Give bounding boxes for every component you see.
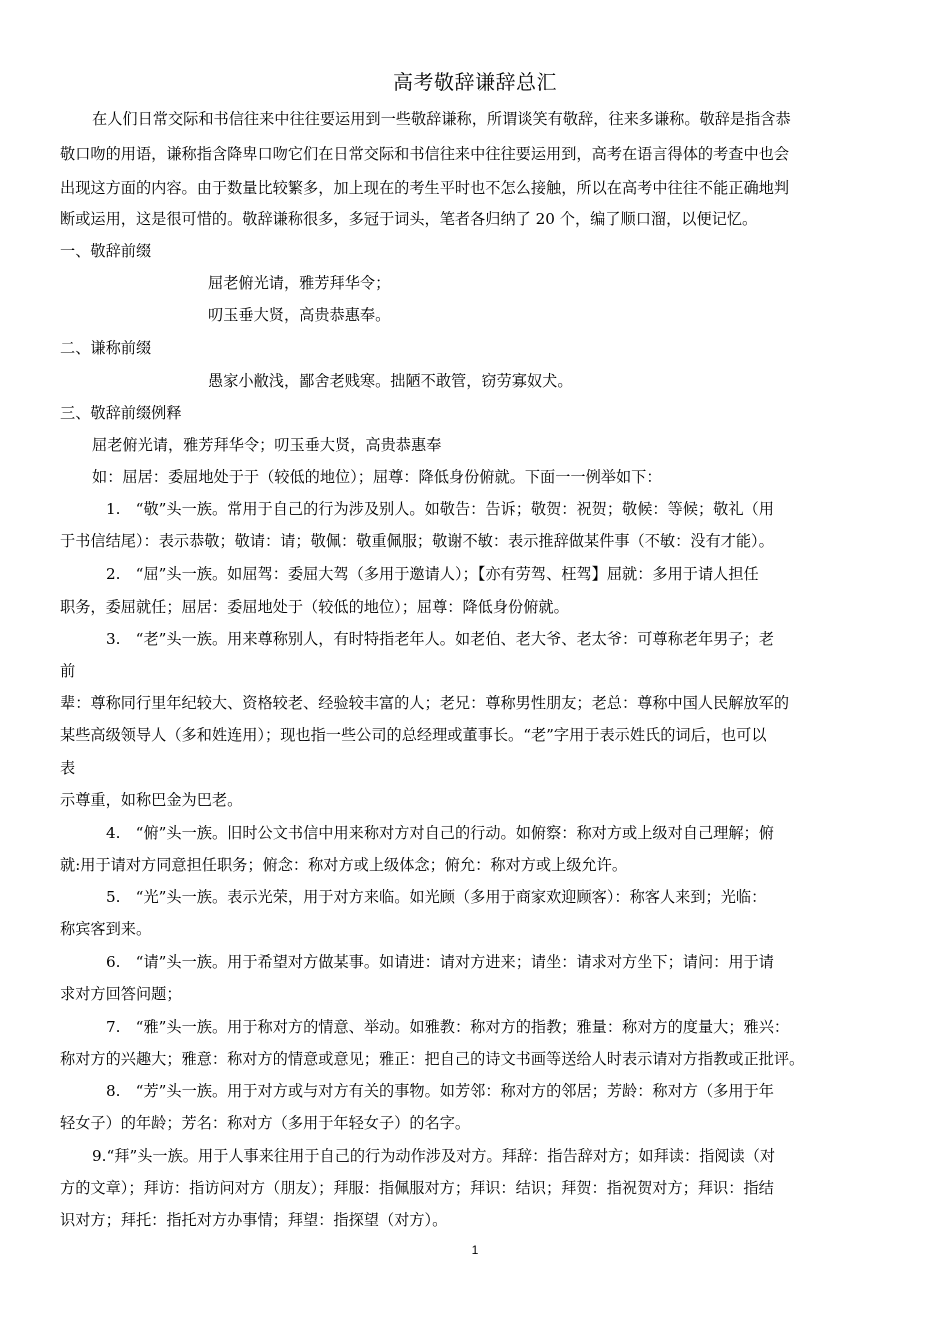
page-number: 1 [471, 1243, 479, 1257]
verse-line: 叨玉垂大贤，高贵恭惠奉。 [208, 306, 391, 324]
list-item: 4. “俯”头一族。旧时公文书信中用来称对方对自己的行动。如俯察：称对方或上级对自己理解；俯 [106, 824, 774, 842]
text-line: 如：屈居：委屈地处于于（较低的地位）；屈尊：降低身份俯就。下面一一例举如下： [92, 468, 662, 486]
text-line: 辈：尊称同行里年纪较大、资格较老、经验较丰富的人；老兄：尊称男性朋友；老总：尊称中国人民解放军的 [60, 694, 789, 712]
text-line: 称对方的兴趣大；雅意：称对方的情意或意见；雅正：把自己的诗文书画等送给人时表示请对方指教或正批评。 [60, 1050, 805, 1068]
text-line: 屈老俯光请，雅芳拜华令；叨玉垂大贤，高贵恭惠奉 [92, 436, 442, 454]
list-item: 2. “屈”头一族。如屈驾：委屈大驾（多用于邀请人）；【亦有劳驾、枉驾】屈就：多用于请人担任 [106, 565, 759, 583]
section-heading: 二、谦称前缀 [60, 339, 152, 357]
text-line: 示尊重，如称巴金为巴老。 [60, 791, 243, 809]
list-item: 1. “敬”头一族。常用于自己的行为涉及别人。如敬告：告诉；敬贺：祝贺；敬候：等候；敬礼（用 [106, 500, 774, 518]
verse-line: 屈老俯光请，雅芳拜华令； [208, 274, 391, 292]
verse-line: 愚家小敝浅，鄙舍老贱寒。拙陋不敢管，窃劳寡奴犬。 [208, 372, 573, 390]
text-line: 方的文章）；拜访：指访问对方（朋友）；拜服：指佩服对方；拜识：结识；拜贺：指祝贺对方；拜识：指结 [60, 1179, 774, 1197]
list-item: 7. “雅”头一族。用于称对方的情意、举动。如雅教：称对方的指教；雅量：称对方的度量大；雅兴： [106, 1018, 790, 1036]
page-title: 高考敬辞谦辞总汇 [393, 70, 557, 94]
list-item: 5. “光”头一族。表示光荣，用于对方来临。如光顾（多用于商家欢迎顾客）：称客人来到；光临： [106, 888, 767, 906]
text-line: 于书信结尾）：表示恭敬；敬请：请；敬佩：敬重佩服；敬谢不敏：表示推辞做某件事（不敏：没有才能）。 [60, 532, 774, 550]
list-item: 3. “老”头一族。用来尊称别人，有时特指老年人。如老伯、老大爷、老太爷：可尊称老年男子；老 [106, 630, 774, 648]
text-line: 在人们日常交际和书信往来中往往要运用到一些敬辞谦称，所谓谈笑有敬辞，往来多谦称。敬辞是指含恭 [92, 110, 791, 128]
text-line: 某些高级领导人（多和姓连用）；现也指一些公司的总经理或董事长。“老”字用于表示姓氏的词后，也可以 [60, 726, 767, 744]
text-line: 轻女子）的年龄；芳名：称对方（多用于年轻女子）的名字。 [60, 1114, 471, 1132]
list-item: 8. “芳”头一族。用于对方或与对方有关的事物。如芳邻：称对方的邻居；芳龄：称对方（多用于年 [106, 1082, 774, 1100]
text-line: 前 [60, 662, 76, 680]
list-item: 9.“拜”头一族。用于人事来往用于自己的行为动作涉及对方。拜辞：指告辞对方；如拜读：指阅读（对 [92, 1147, 776, 1165]
text-line: 识对方；拜托：指托对方办事情；拜望：指探望（对方）。 [60, 1211, 448, 1229]
text-line: 职务，委屈就任；屈居：委屈地处于（较低的地位）；屈尊：降低身份俯就。 [60, 598, 569, 616]
text-line: 出现这方面的内容。由于数量比较繁多，加上现在的考生平时也不怎么接触，所以在高考中往往不能正确地判 [60, 179, 789, 197]
text-line: 敬口吻的用语，谦称指含降卑口吻它们在日常交际和书信往来中往往要运用到，高考在语言得体的考查中也会 [60, 145, 789, 163]
text-line: 断或运用，这是很可惜的。敬辞谦称很多，多冠于词头，笔者各归纳了 20 个，编了顺口溜，以便记忆。 [60, 210, 758, 228]
list-item: 6. “请”头一族。用于希望对方做某事。如请进：请对方进来；请坐：请求对方坐下；请问：用于请 [106, 953, 774, 971]
text-line: 表 [60, 759, 76, 777]
section-heading: 一、敬辞前缀 [60, 242, 152, 260]
text-line: 就:用于请对方同意担任职务；俯念：称对方或上级体念；俯允：称对方或上级允许。 [60, 856, 628, 874]
text-line: 求对方回答问题； [60, 985, 182, 1003]
section-heading: 三、敬辞前缀例释 [60, 404, 182, 422]
text-line: 称宾客到来。 [60, 920, 152, 938]
